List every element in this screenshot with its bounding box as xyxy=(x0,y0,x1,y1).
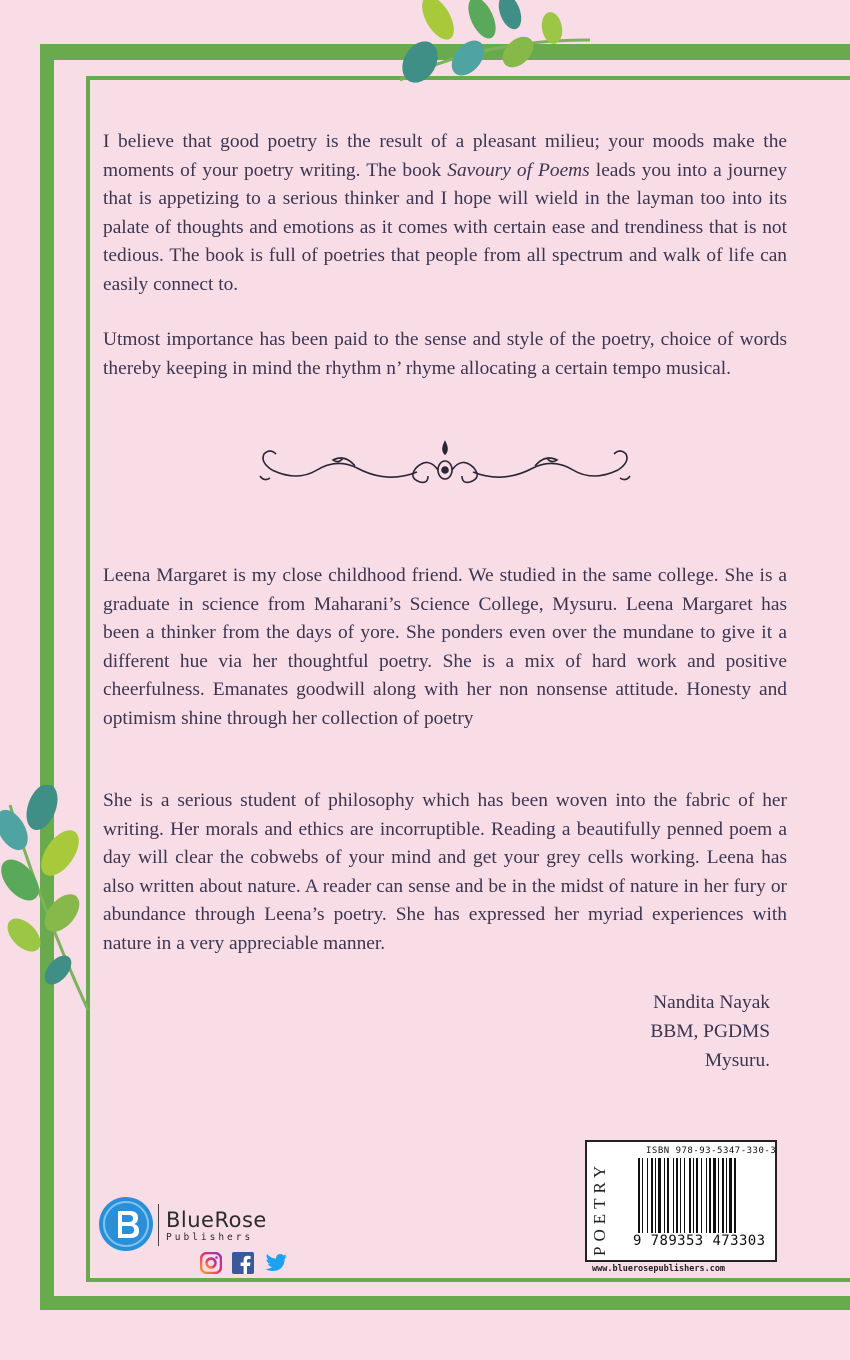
bluerose-logo-icon xyxy=(98,1196,154,1252)
top-leaves-decoration xyxy=(390,0,600,90)
signature-credentials: BBM, PGDMS xyxy=(650,1021,770,1042)
publisher-website[interactable]: www.bluerosepublishers.com xyxy=(592,1264,726,1274)
isbn-label: ISBN 978-93-5347-330-3 xyxy=(646,1146,777,1156)
paragraph-author-philosophy: She is a serious student of philosophy which has been woven into the fabric of her writing. Her morals and ethics are incorruptible. Reading a beautifully penned poem a day will clear the cobwebs of your mind and get your grey cells working. Leena has also written about nature. A reader can sense and be in the midst of nature in her fury or abundance through Leena’s poetry. She has expressed her myriad experiences with nature in a very appreciable manner. xyxy=(103,790,787,954)
paragraph-style: Utmost importance has been paid to the sense and style of the poetry, choice of words thereby keeping in mind the rhythm n’ rhyme allocating a certain tempo musical. xyxy=(103,329,787,379)
left-leaves-decoration xyxy=(0,785,100,1015)
facebook-icon[interactable] xyxy=(232,1252,254,1274)
paragraph-intro-text-start: I believe that good poetry is the result of a pleasant milieu; your moods make the moments of your poetry writing. The book xyxy=(103,131,787,181)
paragraph-about-author: Leena Margaret is my close childhood friend. We studied in the same college. She is a graduate in science from Maharani’s Science College, Mysuru. Leena Margaret has been a thinker from the days of yore. She ponders even over the mundane to give it a different hue via her thoughtful poetry. She is a mix of hard work and positive cheerfulness. Emanates goodwill along with her non nonsense attitude. Honesty and optimism shine through her collection of poetry xyxy=(103,565,787,729)
paragraph-intro-text-end: leads you into a journey that is appetizing to a serious thinker and I hope will wield in the layman too into its palate of thoughts and emotions as it comes with certain ease and trendiness that is not tedious. The book is full of poetries that people from all spectrum and walk of life can easily connect to. xyxy=(103,159,788,295)
barcode-icon xyxy=(636,1158,770,1240)
instagram-icon[interactable] xyxy=(200,1252,222,1274)
isbn-digits: 9 789353 473303 xyxy=(633,1233,766,1249)
ornamental-divider xyxy=(255,436,635,492)
publisher-subtitle: Publishers xyxy=(166,1232,254,1243)
book-title: Savoury of Poems xyxy=(447,159,590,181)
signature-name: Nandita Nayak xyxy=(653,992,770,1013)
paragraph-intro xyxy=(103,128,787,300)
signature-block xyxy=(650,988,770,1075)
genre-label: POETRY xyxy=(590,1160,609,1256)
twitter-icon[interactable] xyxy=(264,1252,288,1274)
logo-separator xyxy=(158,1204,159,1246)
publisher-name: BlueRose xyxy=(166,1208,267,1232)
signature-city: Mysuru. xyxy=(704,1050,770,1071)
